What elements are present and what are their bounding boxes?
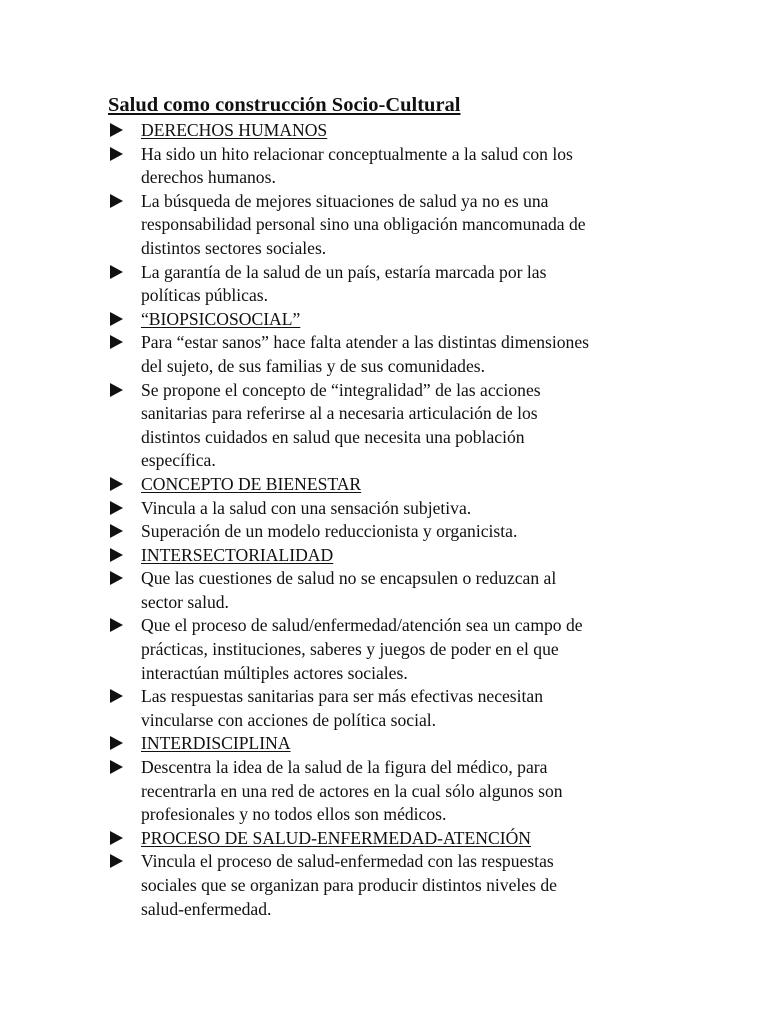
section-heading xyxy=(108,119,668,143)
text-line: Vincula el proceso de salud-enfermedad con las respuestas xyxy=(141,851,554,872)
bullet-item xyxy=(108,567,668,614)
bullet-item xyxy=(108,190,668,261)
text-line: Descentra la idea de la salud de la figura del médico, para xyxy=(141,757,548,778)
text-line: políticas públicas. xyxy=(141,285,269,306)
triangle-bullet-icon xyxy=(108,261,141,285)
text-line: profesionales y no todos ellos son médicos. xyxy=(141,804,447,825)
text-line: La búsqueda de mejores situaciones de salud ya no es una xyxy=(141,190,549,211)
text-line: sociales que se organizan para producir distintos niveles de xyxy=(141,875,557,895)
bullet-item xyxy=(108,685,668,732)
bullet-text xyxy=(141,497,668,521)
bullet-text xyxy=(141,850,668,921)
text-line: vincularse con acciones de política social. xyxy=(141,709,437,730)
section-heading xyxy=(108,827,668,851)
text-line: sector salud. xyxy=(141,591,229,612)
text-line: distintos cuidados en salud que necesita una población xyxy=(141,426,525,447)
text-line: específica. xyxy=(141,450,216,471)
text-line: Que las cuestiones de salud no se encapsulen o reduzcan al xyxy=(141,568,557,589)
section-heading-text: DERECHOS HUMANOS xyxy=(141,120,328,140)
text-line: Las respuestas sanitarias para ser más efectivas necesitan xyxy=(141,686,544,707)
section-heading-text: “BIOPSICOSOCIAL” xyxy=(141,308,301,329)
triangle-bullet-icon xyxy=(108,827,141,851)
text-line: interactúan múltiples actores sociales. xyxy=(141,662,408,683)
bullet-text xyxy=(141,143,668,190)
text-line: derechos humanos. xyxy=(141,167,276,188)
triangle-bullet-icon xyxy=(108,119,141,143)
bullet-text xyxy=(141,685,668,732)
triangle-bullet-icon xyxy=(108,331,141,355)
triangle-bullet-icon xyxy=(108,685,141,709)
triangle-bullet-icon xyxy=(108,544,141,568)
section-heading xyxy=(108,732,668,756)
triangle-bullet-icon xyxy=(108,143,141,167)
bullet-list xyxy=(108,119,668,921)
bullet-text xyxy=(141,261,668,308)
bullet-item xyxy=(108,497,668,521)
document-page xyxy=(108,92,668,921)
bullet-text xyxy=(141,331,668,378)
section-heading-text: CONCEPTO DE BIENESTAR xyxy=(141,473,362,494)
section-heading-text: PROCESO DE SALUD-ENFERMEDAD-ATENCIÓN xyxy=(141,827,531,848)
text-line: responsabilidad personal sino una obligación mancomunada de xyxy=(141,214,586,235)
bullet-text xyxy=(141,756,668,827)
bullet-text xyxy=(141,614,668,685)
bullet-item xyxy=(108,331,668,378)
text-line: Ha sido un hito relacionar conceptualmente a la salud con los xyxy=(141,143,573,164)
text-line: Se propone el concepto de “integralidad” de las acciones xyxy=(141,379,541,400)
text-line: Vincula a la salud con una sensación subjetiva. xyxy=(141,497,472,518)
section-heading xyxy=(108,308,668,332)
triangle-bullet-icon xyxy=(108,473,141,497)
text-line: sanitarias para referirse al a necesaria articulación de los xyxy=(141,403,538,424)
text-line: salud-enfermedad. xyxy=(141,898,272,919)
text-line: La garantía de la salud de un país, estaría marcada por las xyxy=(141,261,547,282)
text-line: Que el proceso de salud/enfermedad/atención sea un campo de xyxy=(141,615,583,636)
text-line: Superación de un modelo reduccionista y organicista. xyxy=(141,521,518,542)
triangle-bullet-icon xyxy=(108,497,141,521)
bullet-text xyxy=(141,520,668,544)
section-heading xyxy=(108,473,668,497)
bullet-text xyxy=(141,567,668,614)
bullet-item xyxy=(108,379,668,473)
bullet-text xyxy=(141,379,668,473)
triangle-bullet-icon xyxy=(108,308,141,332)
bullet-item xyxy=(108,756,668,827)
section-heading xyxy=(108,544,668,568)
triangle-bullet-icon xyxy=(108,520,141,544)
text-line: del sujeto, de sus familias y de sus comunidades. xyxy=(141,355,485,376)
section-heading-text: INTERDISCIPLINA xyxy=(141,733,291,754)
text-line: prácticas, instituciones, saberes y juegos de poder en el que xyxy=(141,639,559,660)
bullet-item xyxy=(108,520,668,544)
bullet-item xyxy=(108,614,668,685)
bullet-item xyxy=(108,143,668,190)
triangle-bullet-icon xyxy=(108,190,141,214)
text-line: distintos sectores sociales. xyxy=(141,237,327,258)
triangle-bullet-icon xyxy=(108,732,141,756)
text-line: recentrarla en una red de actores en la cual sólo algunos son xyxy=(141,780,563,801)
triangle-bullet-icon xyxy=(108,567,141,591)
triangle-bullet-icon xyxy=(108,850,141,874)
bullet-item xyxy=(108,261,668,308)
bullet-item xyxy=(108,850,668,921)
triangle-bullet-icon xyxy=(108,614,141,638)
section-heading-text: INTERSECTORIALIDAD xyxy=(141,544,334,565)
bullet-text xyxy=(141,190,668,261)
triangle-bullet-icon xyxy=(108,379,141,403)
triangle-bullet-icon xyxy=(108,756,141,780)
document-title: Salud como construcción Socio-Cultural xyxy=(108,94,461,116)
text-line: Para “estar sanos” hace falta atender a las distintas dimensiones xyxy=(141,332,589,353)
